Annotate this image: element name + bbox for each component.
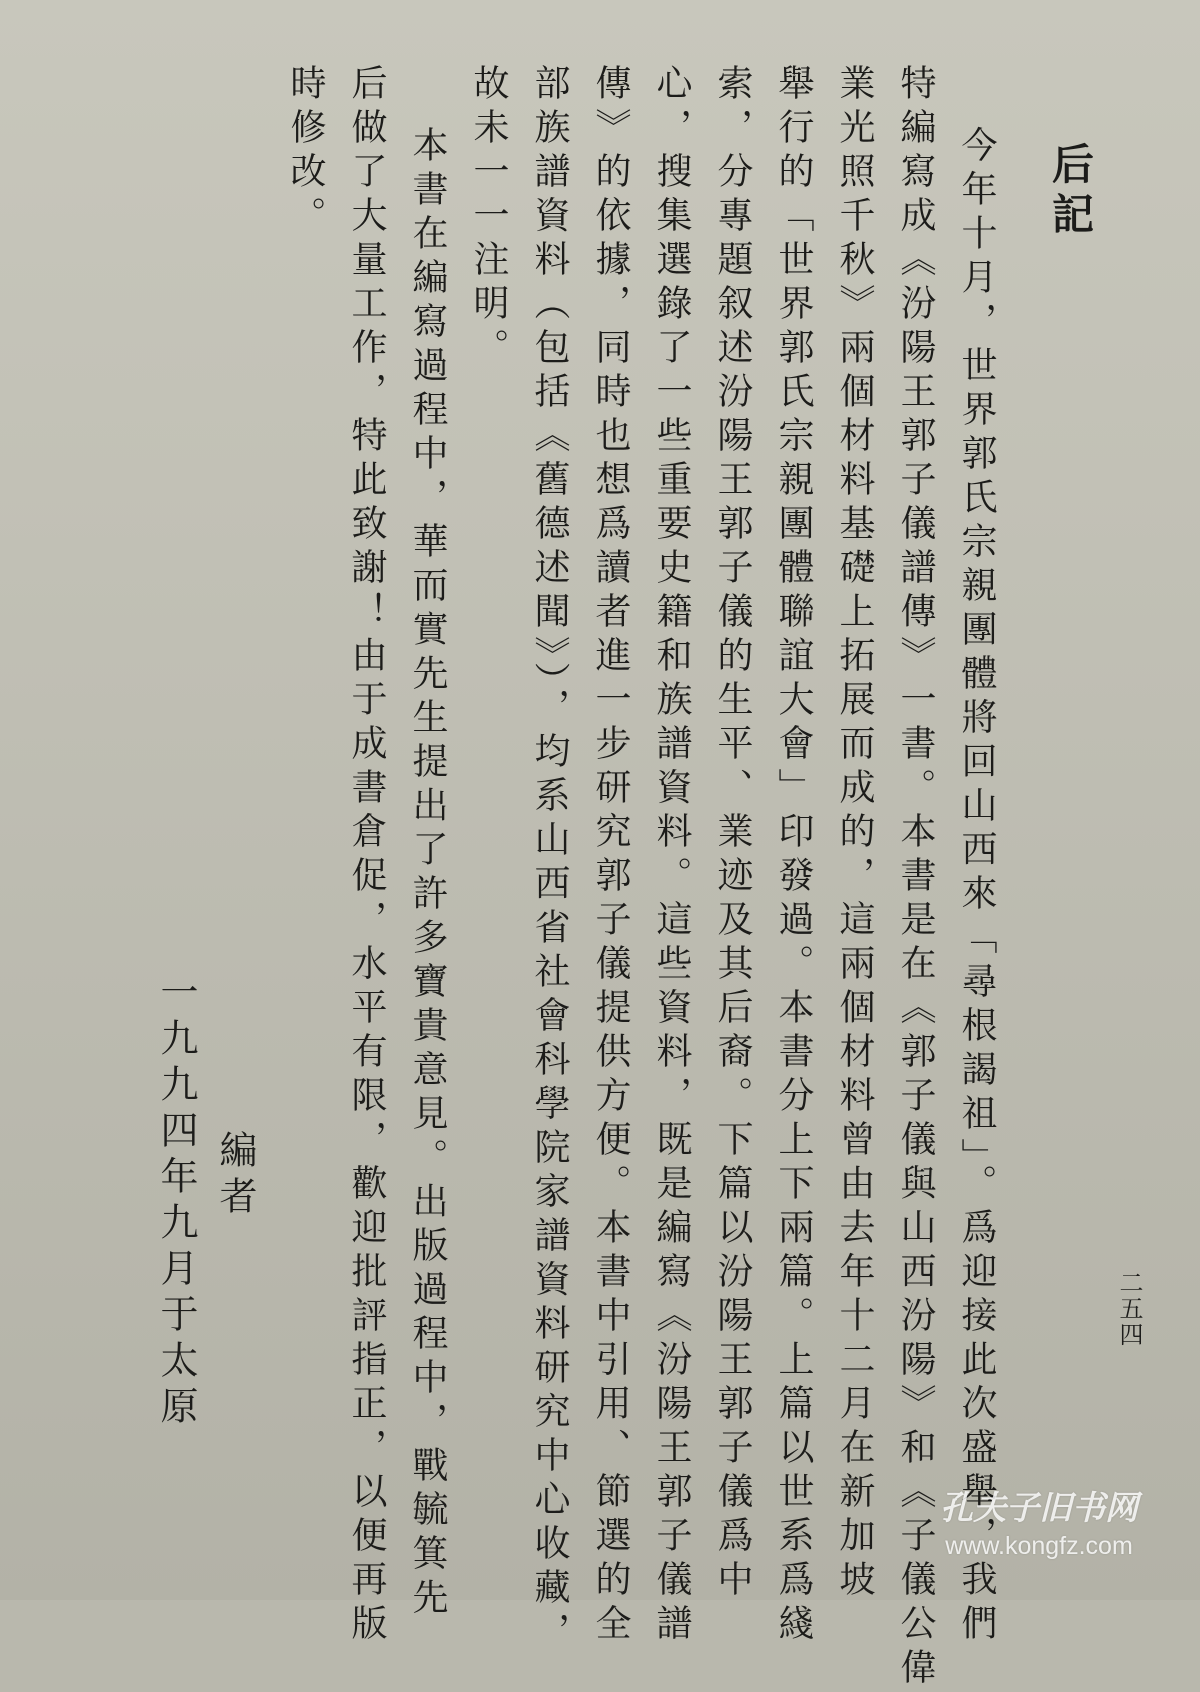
text-column: 特編寫成《汾陽王郭子儀譜傳》一書。本書是在《郭子儀與山西汾陽》和《子儀公偉 [895,64,936,1692]
text-column: 業光照千秋》兩個材料基礎上拓展而成的，這兩個材料曾由去年十二月在新加坡 [834,64,875,1604]
text-column: 傳》的依據，同時也想爲讀者進一步研究郭子儀提供方便。本書中引用、節選的全 [590,64,631,1648]
author-signature: 編者 [213,1130,257,1222]
text-column: 今年十月，世界郭氏宗親團體將回山西來「尋根謁祖」。爲迎接此次盛舉，我們 [956,126,997,1648]
page-number: 二五四 [1115,1270,1143,1348]
text-column: 后做了大量工作，特此致謝！由于成書倉促，水平有限，歡迎批評指正，以便再版 [346,64,387,1648]
text-column: 心，搜集選錄了一些重要史籍和族譜資料。這些資料，既是編寫《汾陽王郭子儀譜 [651,64,692,1648]
text-column: 本書在編寫過程中，華而實先生提出了許多寶貴意見。出版過程中，戰毓箕先 [407,126,448,1622]
text-column: 時修改。 [285,64,326,240]
text-column: 舉行的「世界郭氏宗親團體聯誼大會」印發過。本書分上下兩篇。上篇以世系爲綫 [773,64,814,1648]
text-column: 故未一一注明。 [468,64,509,372]
watermark-name: 孔夫子旧书网 [940,1489,1138,1526]
date-signature: 一九九四年九月于太原 [154,972,198,1432]
page-title: 后記 [1046,142,1095,242]
watermark-url: www.kongfz.com [945,1532,1133,1560]
text-column: 部族譜資料（包括《舊德述聞》），均系山西省社會科學院家譜資料研究中心收藏， [529,64,570,1656]
text-column: 索，分專題叙述汾陽王郭子儀的生平、業迹及其后裔。下篇以汾陽王郭子儀爲中 [712,64,753,1604]
